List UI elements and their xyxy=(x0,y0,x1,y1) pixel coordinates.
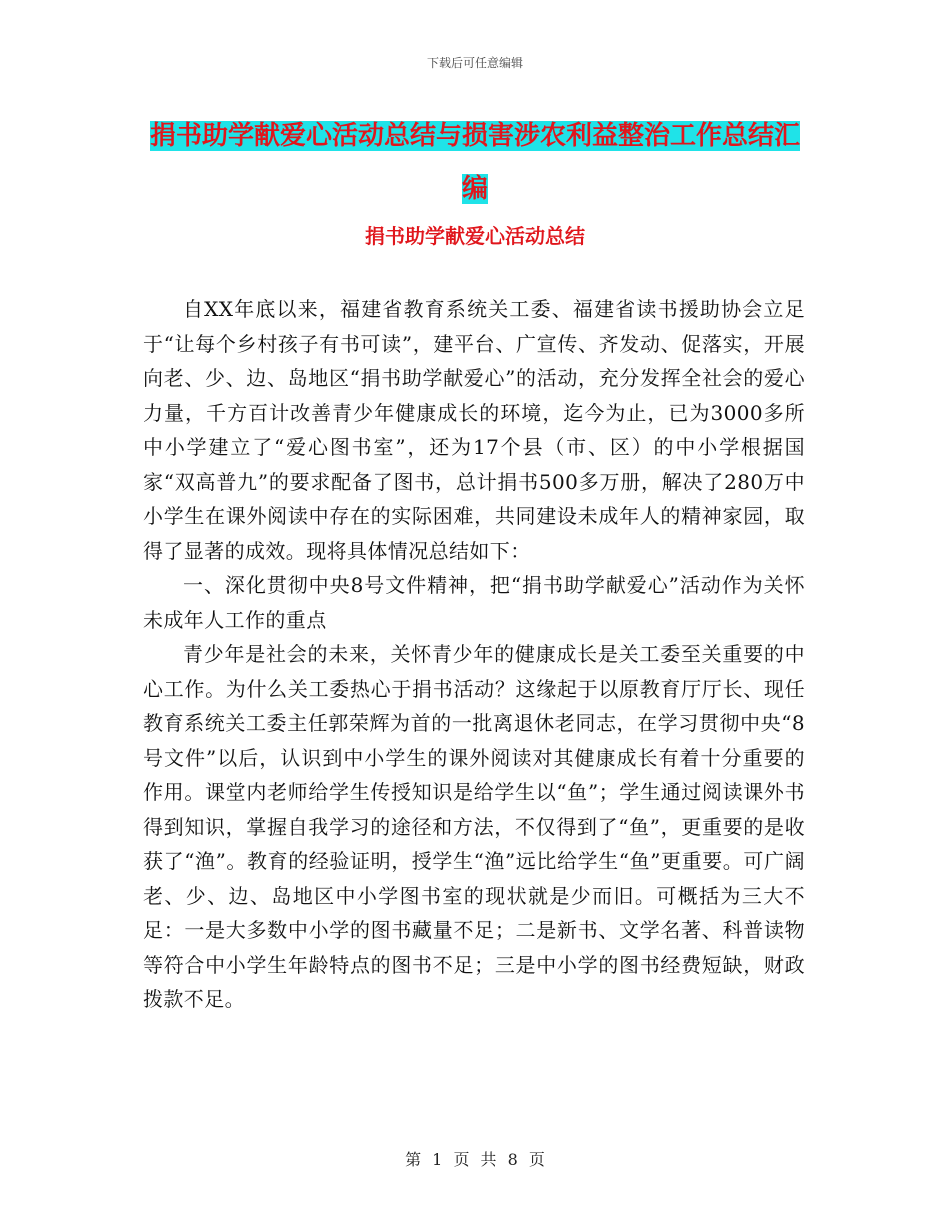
paragraph-heading-one: 一、深化贯彻中央8号文件精神，把“捐书助学献爱心”活动作为关怀未成年人工作的重点 xyxy=(143,573,805,632)
body-text xyxy=(143,292,805,1017)
header-note: 下载后可任意编辑 xyxy=(426,56,523,70)
paragraph-intro: 自XX年底以来，福建省教育系统关工委、福建省读书援助协会立足于“让每个乡村孩子有书可读”，建平台、广宣传、齐发动、促落实，开展向老、少、边、岛地区“捐书助学献爱心”的活动，充分发挥全社会的爱心力量，千方百计改善青少年健康成长的环境，迄今为止，已为3000多所中小学建立了“爱心图书室”，还为17个县（市、区）的中小学根据国家“双高普九”的要求配备了图书，总计捐书500多万册，解决了280万中小学生在课外阅读中存在的实际困难，共同建设未成年人的精神家园，取得了显著的成效。现将具体情况总结如下： xyxy=(143,297,805,563)
page-footer: 第 1 页 共 8 页 xyxy=(405,1150,545,1169)
paragraph-youth: 青少年是社会的未来，关怀青少年的健康成长是关工委至关重要的中心工作。为什么关工委热心于捐书活动？这缘起于以原教育厅厅长、现任教育系统关工委主任郭荣辉为首的一批离退休老同志，在学习贯彻中央“8号文件”以后，认识到中小学生的课外阅读对其健康成长有着十分重要的作用。课堂内老师给学生传授知识是给学生以“鱼”；学生通过阅读课外书得到知识，掌握自我学习的途径和方法，不仅得到了“鱼”，更重要的是收获了“渔”。教育的经验证明，授学生“渔”远比给学生“鱼”更重要。可广阔老、少、边、岛地区中小学图书室的现状就是少而旧。可概括为三大不足：一是大多数中小学的图书藏量不足；二是新书、文学名著、科普读物等符合中小学生年龄特点的图书不足；三是中小学的图书经费短缺，财政拨款不足。 xyxy=(143,642,805,1011)
main-title-text: 捐书助学献爱心活动总结与损害涉农利益整治工作总结汇编 xyxy=(149,121,800,204)
section-title: 捐书助学献爱心活动总结 xyxy=(365,224,585,248)
main-title xyxy=(140,110,810,216)
